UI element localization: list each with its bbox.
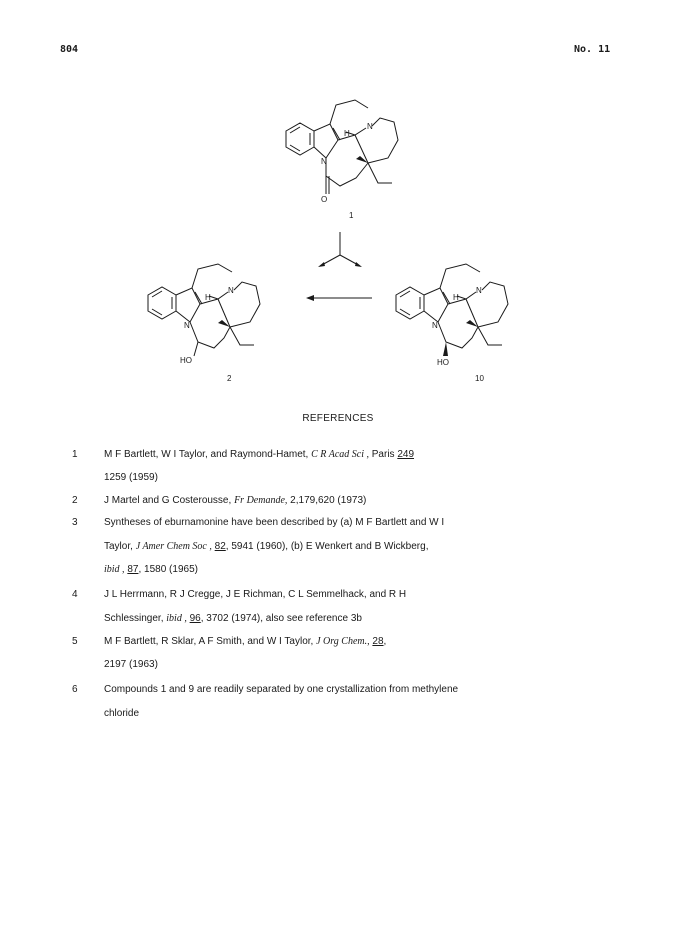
reference-text: C R Acad Sci , (311, 449, 369, 460)
reference-text: 96 (189, 613, 201, 624)
compound-label: 2 (227, 374, 232, 383)
reference-number: 3 (72, 517, 78, 528)
reference-line (104, 708, 139, 719)
reference-text: J Amer Chem Soc , (135, 541, 212, 552)
structure-10 (396, 264, 508, 383)
reference-line (104, 659, 158, 670)
compound-label: 1 (349, 211, 354, 220)
references-heading: REFERENCES (302, 413, 374, 424)
atom-H: H (205, 293, 211, 302)
chemical-scheme (0, 0, 676, 400)
compound-label: 10 (475, 374, 484, 383)
reference-text: , 1580 (1965) (138, 564, 198, 575)
reference-number: 6 (72, 684, 78, 695)
reference-text: Schlessinger, (104, 613, 167, 624)
reference-text: J Org Chem., (316, 636, 370, 647)
reference-text: Paris (368, 449, 398, 460)
reference-line (104, 589, 406, 600)
reference-line (104, 541, 428, 552)
reference-text: 249 (397, 449, 415, 460)
atom-N: N (184, 321, 190, 330)
reference-text: Syntheses of eburnamonine have been described by (a) M F Bartlett and W I (104, 517, 445, 528)
reference-text: 87 (127, 564, 139, 575)
reference-line (104, 636, 386, 647)
reference-text: Fr Demande, (234, 495, 288, 506)
reference-text: , 5941 (1960), (b) E Wenkert and B Wickberg, (225, 541, 429, 552)
reference-line (104, 564, 198, 575)
reference-number: 4 (72, 589, 78, 600)
reference-line (104, 684, 458, 695)
reference-line (104, 495, 366, 506)
reaction-arrows (306, 232, 372, 301)
reference-number: 2 (72, 495, 78, 506)
atom-HO: HO (180, 356, 192, 365)
atom-N: N (476, 286, 482, 295)
reference-text: Compounds 1 and 9 are readily separated by one crystallization from methylene (104, 684, 459, 695)
atom-N: N (432, 321, 438, 330)
page-number: 804 (60, 44, 79, 55)
reference-text: 2197 (1963) (104, 659, 158, 670)
reference-text: Taylor, (104, 541, 136, 552)
reference-line (104, 517, 444, 528)
atom-N: N (228, 286, 234, 295)
structure-1 (286, 100, 398, 220)
atom-N: N (321, 157, 327, 166)
reference-text: 1259 (1959) (104, 472, 158, 483)
reference-text: J L Herrmann, R J Cregge, J E Richman, C L Semmelhack, and R H (104, 589, 407, 600)
reference-text: J Martel and G Costerousse, (104, 495, 235, 506)
reference-number: 1 (72, 449, 78, 460)
reference-line (104, 613, 362, 624)
atom-HO: HO (437, 358, 449, 367)
reference-text: 2,179,620 (1973) (287, 495, 367, 506)
reference-text: 82 (214, 541, 226, 552)
reference-text: M F Bartlett, W I Taylor, and Raymond-Hamet, (104, 449, 312, 460)
reference-text: ibid , (166, 613, 187, 624)
structure-2 (148, 264, 260, 383)
reference-text: 28 (372, 636, 384, 647)
reference-text: chloride (104, 708, 140, 719)
atom-N: N (367, 122, 373, 131)
reference-line (104, 449, 414, 460)
atom-O: O (321, 195, 328, 204)
atom-H: H (453, 293, 459, 302)
reference-text: M F Bartlett, R Sklar, A F Smith, and W I Taylor, (104, 636, 317, 647)
issue-number: No. 11 (574, 44, 611, 55)
reference-text: , 3702 (1974), also see reference 3b (200, 613, 362, 624)
reference-number: 5 (72, 636, 78, 647)
reference-text: , (383, 636, 387, 647)
atom-H: H (344, 129, 350, 138)
reference-line (104, 472, 158, 483)
reference-text: ibid , (104, 564, 125, 575)
